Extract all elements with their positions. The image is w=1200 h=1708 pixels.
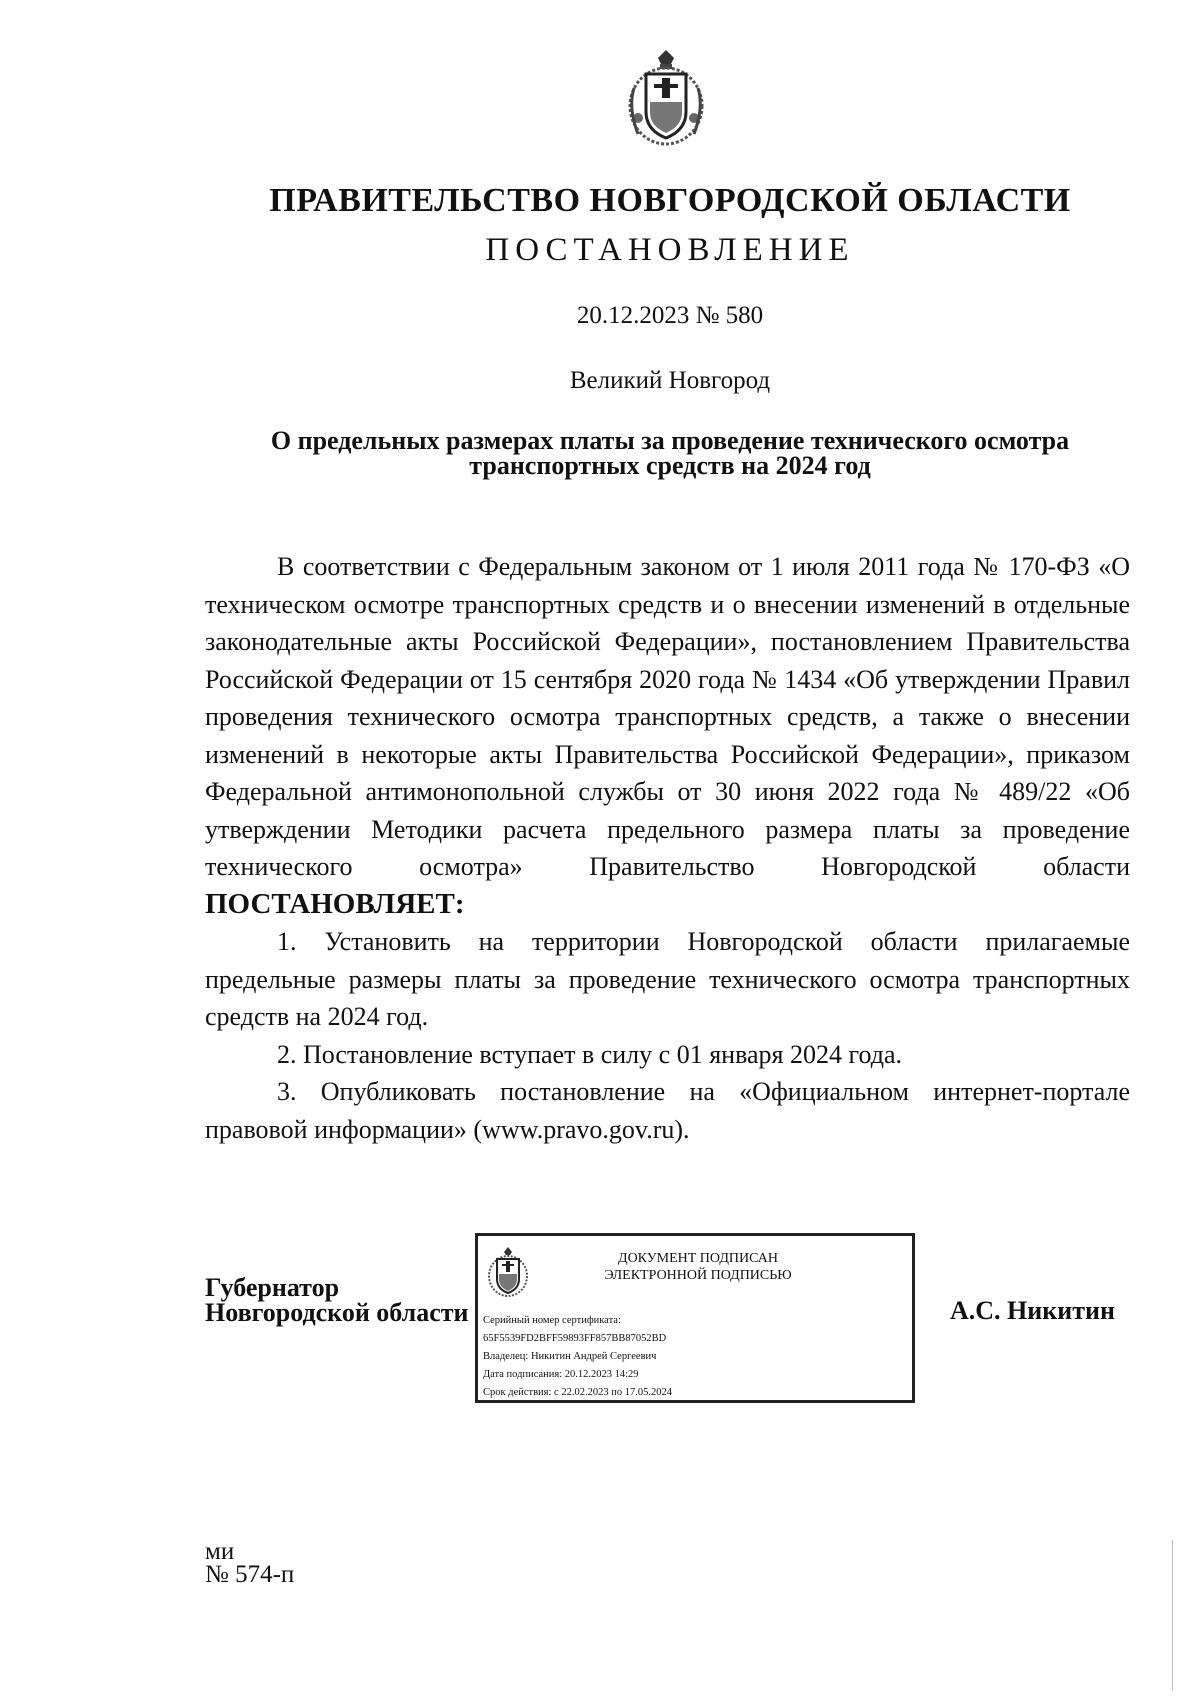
preamble-text: В соответствии с Федеральным законом от 1 июля 2011 года № 170-ФЗ «О техническом осмотре транспортных средств и о внесении изменений в отдельные законодательные акты Российской Федерации», постановлением Правительства Российской Федерации от 15 сентября 2020 года № 1434 «Об утверждении Правил проведения технического осмотра транспортных средств, а также о внесении изменений в некоторые акты Правительства Российской Федерации», приказом Федеральной антимонопольной службы от 30 июня 2022 года № 489/22 «Об утверждении Методики расчета предельного размера платы за проведение технического осмотра» Правительство Новгородской области xyxy=(205,552,1130,881)
stamp-emblem-icon xyxy=(486,1246,530,1298)
subject-line-1: О предельных размерах платы за проведение технического осмотра xyxy=(270,426,1070,455)
stamp-cert-number: 65F5539FD2BFF59893FF857BB87052BD xyxy=(483,1333,667,1344)
item-3-paragraph: 3. Опубликовать постановление на «Официальном интернет-портале правовой информации» (www.pravo.gov.ru). xyxy=(205,1077,1130,1144)
stamp-cert-label: Серийный номер сертификата: xyxy=(483,1315,621,1326)
document-city: Великий Новгород xyxy=(569,367,771,394)
signatory-role-line-1: Губернатор xyxy=(205,1273,340,1302)
document-date-number: 20.12.2023 № 580 xyxy=(576,302,764,329)
document-subject xyxy=(230,428,1110,478)
stamp-header xyxy=(538,1250,858,1284)
stamp-title-line-1: ДОКУМЕНТ ПОДПИСАН xyxy=(618,1251,778,1266)
footer-registration xyxy=(205,1540,294,1586)
document-type: ПОСТАНОВЛЕНИЕ xyxy=(485,232,855,268)
coat-of-arms-icon xyxy=(624,48,708,148)
stamp-owner: Владелец: Никитин Андрей Сергеевич xyxy=(483,1351,657,1362)
government-title: ПРАВИТЕЛЬСТВО НОВГОРОДСКОЙ ОБЛАСТИ xyxy=(269,182,1071,219)
resolves-keyword: ПОСТАНОВЛЯЕТ: xyxy=(205,887,465,920)
footer-number: № 574-п xyxy=(205,1561,295,1588)
signatory-role-line-2: Новгородской области xyxy=(205,1298,469,1327)
stamp-details xyxy=(483,1312,672,1402)
item-1-paragraph: 1. Установить на территории Новгородской области прилагаемые предельные размеры платы за проведение технического осмотра транспортных средств на 2024 год. xyxy=(205,927,1130,1031)
signatory-name: А.С. Никитин xyxy=(950,1296,1115,1325)
stamp-title-line-2: ЭЛЕКТРОННОЙ ПОДПИСЬЮ xyxy=(604,1268,792,1283)
stamp-signed-date: Дата подписания: 20.12.2023 14:29 xyxy=(483,1369,639,1380)
stamp-validity: Срок действия: с 22.02.2023 по 17.05.2024 xyxy=(483,1387,672,1398)
document-body xyxy=(205,548,1130,1148)
subject-line-2: транспортных средств на 2024 год xyxy=(469,451,871,480)
preamble-paragraph xyxy=(205,548,1130,923)
footer-initials: ми xyxy=(205,1538,235,1565)
signatory-role xyxy=(205,1275,469,1325)
scan-margin-line xyxy=(1172,1540,1173,1690)
electronic-signature-stamp xyxy=(475,1233,915,1403)
item-2-paragraph: 2. Постановление вступает в силу с 01 января 2024 года. xyxy=(277,1039,903,1069)
